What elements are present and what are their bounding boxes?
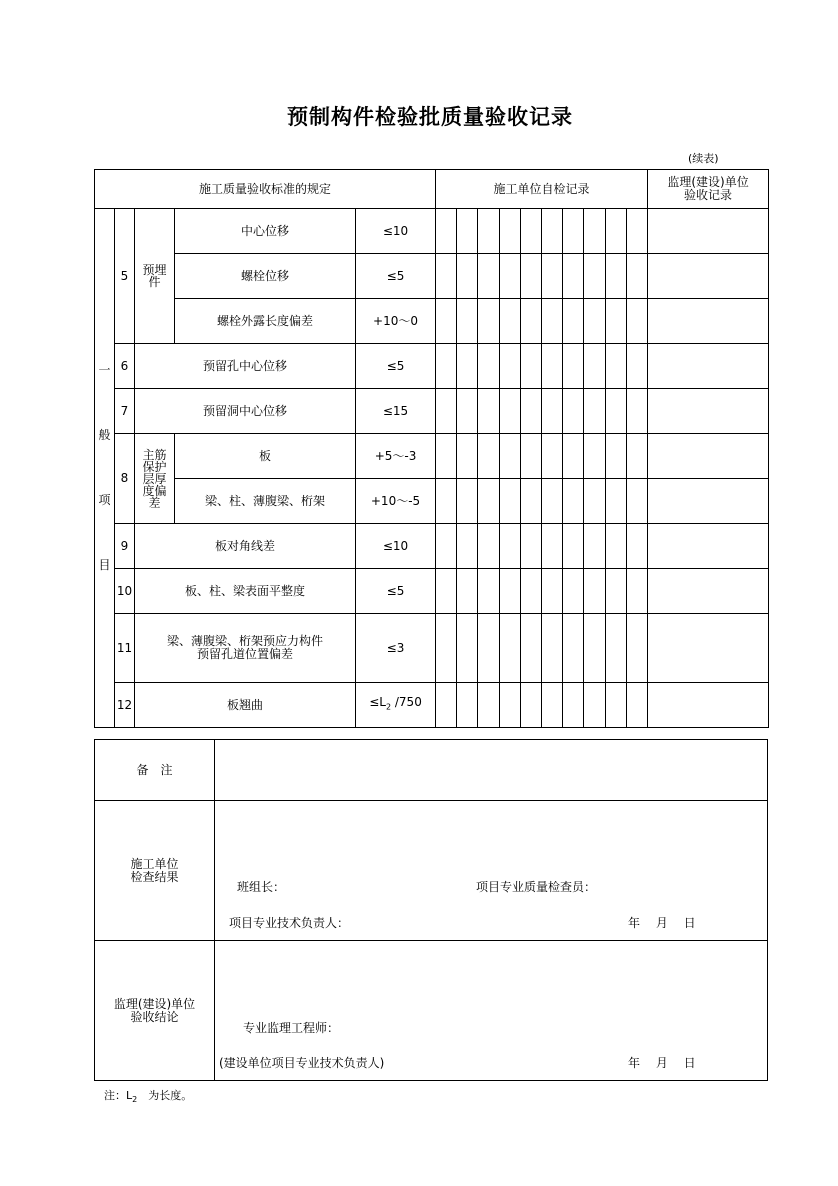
owner-label: (建设单位项目专业技术负责人) — [219, 1056, 385, 1070]
self-check-cell[interactable] — [626, 209, 647, 254]
group-label: 预埋 件 — [135, 209, 175, 344]
remarks-field[interactable] — [215, 740, 768, 801]
self-check-cell[interactable] — [499, 614, 520, 683]
inspector-label: 项目专业质量检查员： — [476, 880, 597, 894]
engineer-label: 专业监理工程师： — [243, 1021, 340, 1035]
self-check-cell[interactable] — [520, 389, 541, 434]
item-number: 10 — [115, 569, 135, 614]
item-name: 梁、薄腹梁、桁架预应力构件 预留孔道位置偏差 — [135, 614, 356, 683]
self-check-cell[interactable] — [436, 344, 457, 389]
self-check-cell[interactable] — [626, 524, 647, 569]
self-check-cell[interactable] — [626, 614, 647, 683]
item-number: 7 — [115, 389, 135, 434]
page-title: 预制构件检验批质量验收记录 — [287, 105, 573, 129]
self-check-cell[interactable] — [436, 434, 457, 479]
self-check-cell[interactable] — [584, 299, 605, 344]
self-check-cell[interactable] — [457, 254, 478, 299]
item-limit: $\le L_2$ /750 — [356, 683, 436, 728]
item-limit: ≤5 — [356, 254, 436, 299]
supervision-label: 监理(建设)单位 验收结论 — [95, 941, 215, 1081]
self-check-cell[interactable] — [584, 524, 605, 569]
item-name: 板翘曲 — [135, 683, 356, 728]
self-check-cell[interactable] — [626, 683, 647, 728]
group-label: 主筋 保护 层厚 度偏 差 — [135, 434, 175, 524]
item-name: 板、柱、梁表面平整度 — [135, 569, 356, 614]
item-name: 预留洞中心位移 — [135, 389, 356, 434]
supervision-cell[interactable] — [648, 524, 769, 569]
self-check-cell[interactable] — [478, 614, 499, 683]
self-check-cell[interactable] — [520, 479, 541, 524]
self-check-cell[interactable] — [520, 434, 541, 479]
supervision-cell[interactable] — [648, 209, 769, 254]
self-check-cell[interactable] — [520, 614, 541, 683]
self-check-cell[interactable] — [457, 299, 478, 344]
continued-label: (续表) — [688, 152, 719, 165]
item-limit: ≤15 — [356, 389, 436, 434]
item-limit: ≤5 — [356, 569, 436, 614]
self-check-cell[interactable] — [584, 389, 605, 434]
construction-date: 年 月 日 — [628, 916, 696, 930]
self-check-cell[interactable] — [541, 299, 562, 344]
supervision-cell[interactable] — [648, 614, 769, 683]
self-check-cell[interactable] — [499, 344, 520, 389]
self-check-cell[interactable] — [457, 524, 478, 569]
table-row — [95, 344, 769, 389]
self-check-cell[interactable] — [563, 434, 584, 479]
self-check-cell[interactable] — [478, 254, 499, 299]
self-check-cell[interactable] — [605, 683, 626, 728]
supervision-cell[interactable] — [648, 569, 769, 614]
construction-result[interactable] — [215, 801, 768, 941]
self-check-cell[interactable] — [436, 479, 457, 524]
self-check-cell[interactable] — [457, 479, 478, 524]
self-check-cell[interactable] — [563, 524, 584, 569]
self-check-cell[interactable] — [436, 524, 457, 569]
self-check-cell[interactable] — [605, 209, 626, 254]
item-limit: +5～-3 — [356, 434, 436, 479]
remarks-label: 备 注 — [95, 740, 215, 801]
self-check-cell[interactable] — [457, 683, 478, 728]
self-check-cell[interactable] — [520, 344, 541, 389]
self-check-cell[interactable] — [584, 254, 605, 299]
supervision-cell[interactable] — [648, 254, 769, 299]
self-check-cell[interactable] — [584, 569, 605, 614]
team-leader-label: 班组长： — [237, 880, 286, 894]
table-row — [95, 299, 769, 344]
item-number: 8 — [115, 434, 135, 524]
item-name: 梁、柱、薄腹梁、桁架 — [175, 479, 356, 524]
self-check-cell[interactable] — [541, 344, 562, 389]
self-check-cell[interactable] — [541, 434, 562, 479]
self-check-cell[interactable] — [605, 299, 626, 344]
table-row — [95, 614, 769, 683]
self-check-cell[interactable] — [520, 683, 541, 728]
self-check-cell[interactable] — [605, 479, 626, 524]
tech-lead-label: 项目专业技术负责人： — [229, 916, 350, 930]
self-check-cell[interactable] — [520, 209, 541, 254]
supervision-date: 年 月 日 — [628, 1056, 696, 1070]
item-limit: ≤10 — [356, 524, 436, 569]
header-supervision: 监理(建设)单位 验收记录 — [648, 170, 769, 209]
self-check-cell[interactable] — [478, 299, 499, 344]
self-check-cell[interactable] — [499, 299, 520, 344]
sign-table — [94, 739, 768, 1081]
table-row — [95, 569, 769, 614]
self-check-cell[interactable] — [478, 389, 499, 434]
item-name: 螺栓外露长度偏差 — [175, 299, 356, 344]
table-row — [95, 389, 769, 434]
self-check-cell[interactable] — [626, 389, 647, 434]
self-check-cell[interactable] — [520, 299, 541, 344]
self-check-cell[interactable] — [436, 614, 457, 683]
self-check-cell[interactable] — [499, 569, 520, 614]
self-check-cell[interactable] — [457, 569, 478, 614]
item-name: 板对角线差 — [135, 524, 356, 569]
self-check-cell[interactable] — [563, 299, 584, 344]
category-label: 一 般 项 目 — [95, 209, 115, 728]
self-check-cell[interactable] — [626, 344, 647, 389]
table-row — [95, 209, 769, 254]
self-check-cell[interactable] — [541, 683, 562, 728]
self-check-cell[interactable] — [478, 344, 499, 389]
self-check-cell[interactable] — [457, 344, 478, 389]
item-name: 预留孔中心位移 — [135, 344, 356, 389]
self-check-cell[interactable] — [436, 683, 457, 728]
table-row — [95, 479, 769, 524]
table-row — [95, 434, 769, 479]
self-check-cell[interactable] — [563, 344, 584, 389]
item-number: 12 — [115, 683, 135, 728]
self-check-cell[interactable] — [478, 479, 499, 524]
construction-label: 施工单位 检查结果 — [95, 801, 215, 941]
header-row — [95, 170, 769, 209]
self-check-cell[interactable] — [436, 209, 457, 254]
self-check-cell[interactable] — [499, 479, 520, 524]
self-check-cell[interactable] — [541, 479, 562, 524]
supervision-cell[interactable] — [648, 479, 769, 524]
self-check-cell[interactable] — [541, 614, 562, 683]
table-row — [95, 524, 769, 569]
self-check-cell[interactable] — [541, 569, 562, 614]
self-check-cell[interactable] — [563, 479, 584, 524]
supervision-cell[interactable] — [648, 299, 769, 344]
item-number: 6 — [115, 344, 135, 389]
self-check-cell[interactable] — [499, 434, 520, 479]
supervision-result[interactable] — [215, 941, 768, 1081]
item-number: 5 — [115, 209, 135, 344]
self-check-cell[interactable] — [626, 254, 647, 299]
inspection-table — [94, 169, 769, 728]
item-limit: ≤5 — [356, 344, 436, 389]
self-check-cell[interactable] — [541, 254, 562, 299]
self-check-cell[interactable] — [605, 434, 626, 479]
self-check-cell[interactable] — [499, 683, 520, 728]
item-name: 螺栓位移 — [175, 254, 356, 299]
self-check-cell[interactable] — [478, 434, 499, 479]
item-name: 板 — [175, 434, 356, 479]
item-limit: +10～-5 — [356, 479, 436, 524]
self-check-cell[interactable] — [478, 683, 499, 728]
self-check-cell[interactable] — [499, 254, 520, 299]
header-standard: 施工质量验收标准的规定 — [95, 170, 436, 209]
supervision-cell[interactable] — [648, 434, 769, 479]
self-check-cell[interactable] — [563, 614, 584, 683]
supervision-cell[interactable] — [648, 683, 769, 728]
self-check-cell[interactable] — [499, 389, 520, 434]
self-check-cell[interactable] — [563, 683, 584, 728]
table-row — [95, 683, 769, 728]
footnote: 注：$L_2$ 为长度。 — [104, 1089, 193, 1105]
self-check-cell[interactable] — [605, 614, 626, 683]
self-check-cell[interactable] — [478, 209, 499, 254]
self-check-cell[interactable] — [457, 209, 478, 254]
self-check-cell[interactable] — [605, 569, 626, 614]
item-limit: ≤3 — [356, 614, 436, 683]
self-check-cell[interactable] — [605, 389, 626, 434]
item-limit: +10～0 — [356, 299, 436, 344]
self-check-cell[interactable] — [478, 524, 499, 569]
self-check-cell[interactable] — [584, 434, 605, 479]
self-check-cell[interactable] — [605, 254, 626, 299]
header-self-check: 施工单位自检记录 — [436, 170, 648, 209]
self-check-cell[interactable] — [499, 209, 520, 254]
self-check-cell[interactable] — [563, 569, 584, 614]
self-check-cell[interactable] — [541, 389, 562, 434]
self-check-cell[interactable] — [436, 389, 457, 434]
self-check-cell[interactable] — [626, 434, 647, 479]
supervision-cell[interactable] — [648, 389, 769, 434]
item-number: 9 — [115, 524, 135, 569]
self-check-cell[interactable] — [520, 254, 541, 299]
self-check-cell[interactable] — [520, 524, 541, 569]
self-check-cell[interactable] — [457, 614, 478, 683]
self-check-cell[interactable] — [605, 344, 626, 389]
self-check-cell[interactable] — [584, 344, 605, 389]
self-check-cell[interactable] — [520, 569, 541, 614]
self-check-cell[interactable] — [584, 683, 605, 728]
self-check-cell[interactable] — [563, 389, 584, 434]
self-check-cell[interactable] — [584, 614, 605, 683]
self-check-cell[interactable] — [563, 254, 584, 299]
self-check-cell[interactable] — [626, 569, 647, 614]
self-check-cell[interactable] — [584, 479, 605, 524]
supervision-cell[interactable] — [648, 344, 769, 389]
self-check-cell[interactable] — [478, 569, 499, 614]
self-check-cell[interactable] — [499, 524, 520, 569]
self-check-cell[interactable] — [626, 479, 647, 524]
self-check-cell[interactable] — [626, 299, 647, 344]
self-check-cell[interactable] — [436, 299, 457, 344]
self-check-cell[interactable] — [457, 434, 478, 479]
self-check-cell[interactable] — [436, 254, 457, 299]
self-check-cell[interactable] — [457, 389, 478, 434]
self-check-cell[interactable] — [563, 209, 584, 254]
item-name: 中心位移 — [175, 209, 356, 254]
item-number: 11 — [115, 614, 135, 683]
self-check-cell[interactable] — [541, 524, 562, 569]
self-check-cell[interactable] — [605, 524, 626, 569]
self-check-cell[interactable] — [584, 209, 605, 254]
item-limit: ≤10 — [356, 209, 436, 254]
self-check-cell[interactable] — [541, 209, 562, 254]
table-row — [95, 254, 769, 299]
self-check-cell[interactable] — [436, 569, 457, 614]
